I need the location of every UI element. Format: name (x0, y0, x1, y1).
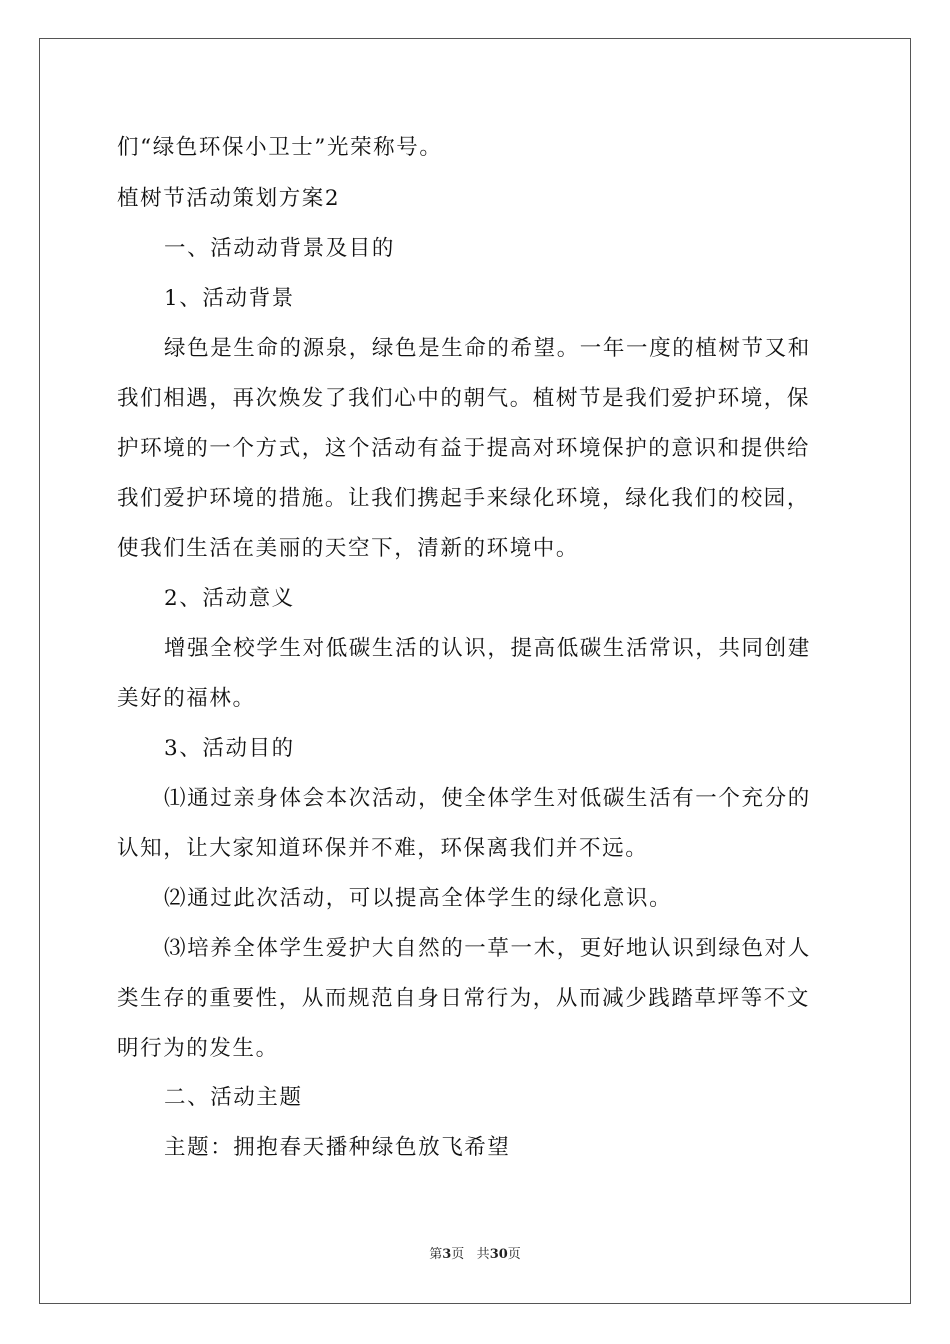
body-line-continuation: 们“绿色环保小卫士”光荣称号。 (117, 135, 443, 160)
paragraph-line: 增强全校学生对低碳生活的认识，提高低碳生活常识，共同创建 (164, 636, 811, 661)
subheading-significance: 2、活动意义 (164, 586, 295, 611)
subheading-purpose: 3、活动目的 (164, 736, 295, 761)
list-item-line: ⑴通过亲身体会本次活动，使全体学生对低碳生活有一个充分的 (164, 786, 811, 811)
theme-line: 主题：拥抱春天播种绿色放飞希望 (164, 1135, 511, 1160)
page-prefix: 第 (429, 1247, 443, 1262)
heading-theme: 二、活动主题 (164, 1085, 303, 1110)
page-suffix: 页 (451, 1247, 465, 1262)
paragraph-line: 美好的福林。 (117, 686, 256, 711)
page-footer (0, 1246, 950, 1264)
paragraph-line: 绿色是生命的源泉，绿色是生命的希望。一年一度的植树节又和 (164, 336, 811, 361)
section-title: 植树节活动策划方案2 (117, 186, 341, 211)
subheading-background: 1、活动背景 (164, 286, 295, 311)
list-item-line: 明行为的发生。 (117, 1036, 279, 1061)
page-number: 3 (442, 1247, 452, 1262)
list-item-line: 类生存的重要性，从而规范自身日常行为，从而减少践踏草坪等不文 (117, 986, 811, 1011)
total-pages: 30 (489, 1247, 508, 1262)
page-border (39, 38, 911, 1304)
total-suffix: 页 (507, 1247, 521, 1262)
paragraph-line: 我们爱护环境的措施。让我们携起手来绿化环境，绿化我们的校园， (117, 486, 811, 511)
list-item-line: ⑵通过此次活动，可以提高全体学生的绿化意识。 (164, 886, 673, 911)
paragraph-line: 使我们生活在美丽的天空下，清新的环境中。 (117, 536, 580, 561)
paragraph-line: 我们相遇，再次焕发了我们心中的朝气。植树节是我们爱护环境，保 (117, 386, 811, 411)
list-item-line: 认知，让大家知道环保并不难，环保离我们并不远。 (117, 836, 649, 861)
paragraph-line: 护环境的一个方式，这个活动有益于提高对环境保护的意识和提供给 (117, 436, 811, 461)
total-prefix: 共 (476, 1247, 490, 1262)
heading-background-purpose: 一、活动动背景及目的 (164, 236, 396, 261)
list-item-line: ⑶培养全体学生爱护大自然的一草一木，更好地认识到绿色对人 (164, 936, 811, 961)
